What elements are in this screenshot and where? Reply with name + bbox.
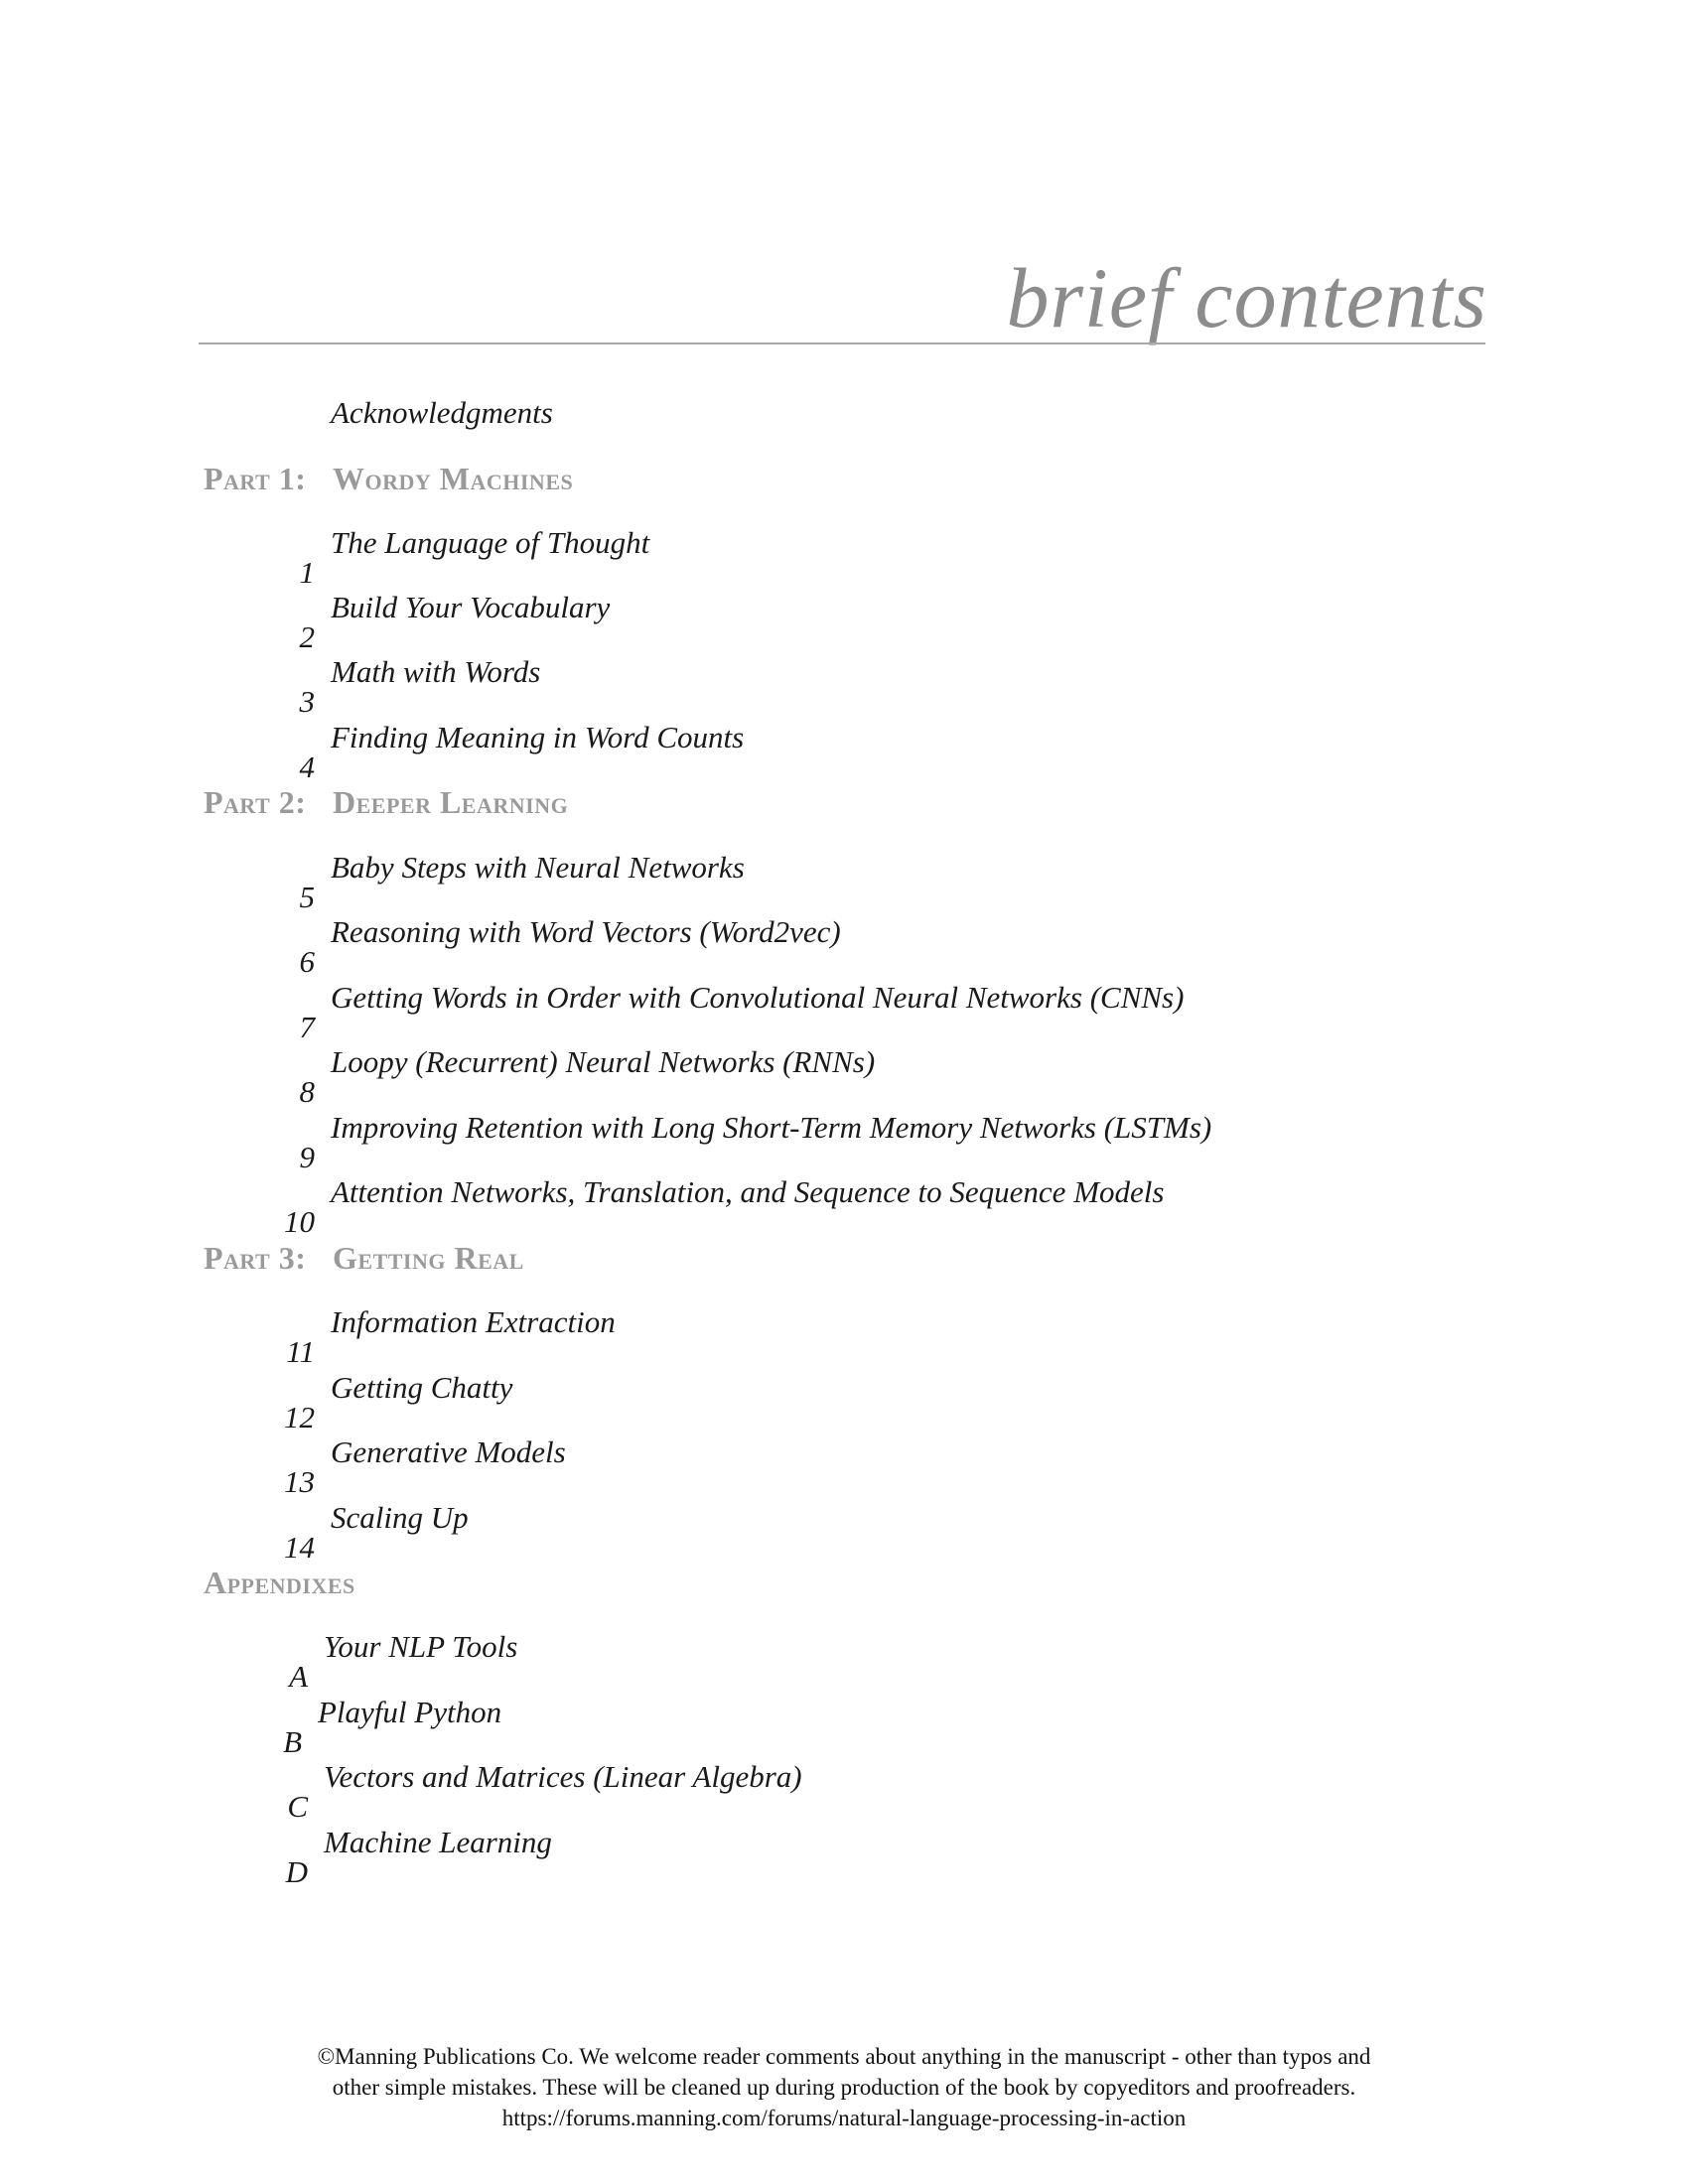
appendix-letter: C	[287, 1789, 308, 1824]
appendix-letter: D	[285, 1854, 308, 1889]
footer-copyright-line: ©Manning Publications Co. We welcome reader comments about anything in the manuscript - other than typos and	[317, 2044, 1371, 2069]
chapter-title: Scaling Up	[331, 1500, 469, 1535]
chapter-entry[interactable]	[284, 1368, 513, 1434]
part-label: Part 3:	[204, 1240, 307, 1276]
chapter-entry[interactable]	[284, 1498, 469, 1565]
chapter-entry[interactable]	[299, 523, 650, 590]
appendix-letter: B	[283, 1724, 302, 1759]
page-title: brief contents	[1006, 250, 1487, 345]
chapter-number: 1	[299, 555, 315, 590]
chapter-title: Reasoning with Word Vectors (Word2vec)	[331, 914, 841, 949]
chapter-title: Math with Words	[331, 654, 541, 689]
appendixes-heading: Appendixes	[204, 1565, 355, 1600]
chapter-entry[interactable]	[299, 848, 745, 914]
part-title: Wordy Machines	[333, 461, 574, 496]
appendix-entry[interactable]	[289, 1627, 518, 1694]
chapter-number: 11	[286, 1334, 315, 1369]
footer-forum-link[interactable]: https://forums.manning.com/forums/natural-language-processing-in-action	[501, 2106, 1187, 2130]
chapter-title: Loopy (Recurrent) Neural Networks (RNNs)	[331, 1044, 876, 1079]
part-title: Getting Real	[333, 1240, 524, 1276]
part-label: Part 1:	[204, 461, 307, 496]
chapter-title: Improving Retention with Long Short-Term Memory Networks (LSTMs)	[331, 1110, 1212, 1145]
chapter-entry[interactable]	[299, 912, 841, 979]
chapter-title: Finding Meaning in Word Counts	[331, 720, 745, 754]
appendix-title: Vectors and Matrices (Linear Algebra)	[324, 1759, 802, 1794]
chapter-number: 4	[299, 750, 315, 784]
appendix-title: Playful Python	[318, 1695, 502, 1729]
chapter-number: 10	[284, 1204, 315, 1239]
chapter-number: 5	[299, 880, 315, 914]
appendix-entry[interactable]	[283, 1693, 502, 1759]
chapter-entry[interactable]	[299, 1108, 1212, 1174]
part-1-heading	[204, 459, 573, 498]
appendix-letter: A	[289, 1659, 308, 1694]
chapter-entry[interactable]	[284, 1433, 566, 1499]
chapter-number: 8	[299, 1074, 315, 1109]
part-2-heading	[204, 782, 568, 822]
chapter-entry[interactable]	[299, 978, 1185, 1044]
chapter-title: Attention Networks, Translation, and Sequence to Sequence Models	[331, 1174, 1165, 1209]
chapter-title: The Language of Thought	[331, 525, 650, 560]
appendix-title: Machine Learning	[324, 1825, 552, 1859]
chapter-number: 9	[299, 1140, 315, 1174]
chapter-entry[interactable]	[284, 1172, 1165, 1239]
appendix-entry[interactable]	[287, 1757, 802, 1824]
chapter-number: 14	[284, 1530, 315, 1565]
chapter-number: 7	[299, 1010, 315, 1044]
chapter-title: Build Your Vocabulary	[331, 590, 611, 624]
part-title: Deeper Learning	[333, 784, 569, 820]
chapter-entry[interactable]	[299, 1042, 876, 1109]
chapter-entry[interactable]	[286, 1302, 616, 1369]
chapter-title: Information Extraction	[331, 1304, 616, 1339]
front-matter-acknowledgments[interactable]: Acknowledgments	[331, 395, 553, 430]
chapter-title: Getting Words in Order with Convolutional Neural Networks (CNNs)	[331, 980, 1185, 1015]
appendix-entry[interactable]	[285, 1823, 552, 1889]
part-3-heading	[204, 1238, 524, 1278]
chapter-entry[interactable]	[299, 588, 611, 654]
chapter-number: 13	[284, 1464, 315, 1499]
chapter-number: 12	[284, 1400, 315, 1434]
footer-notice-line: other simple mistakes. These will be cleaned up during production of the book by copyeditors and proofreaders.	[332, 2075, 1356, 2100]
part-label: Part 2:	[204, 784, 307, 820]
page-footer	[0, 2041, 1688, 2133]
chapter-number: 3	[299, 684, 315, 719]
chapter-entry[interactable]	[299, 652, 541, 719]
chapter-number: 2	[299, 619, 315, 654]
chapter-title: Generative Models	[331, 1434, 566, 1469]
chapter-entry[interactable]	[299, 718, 745, 784]
chapter-title: Getting Chatty	[331, 1370, 513, 1405]
chapter-title: Baby Steps with Neural Networks	[331, 850, 745, 885]
chapter-number: 6	[299, 944, 315, 979]
appendix-title: Your NLP Tools	[324, 1629, 518, 1664]
